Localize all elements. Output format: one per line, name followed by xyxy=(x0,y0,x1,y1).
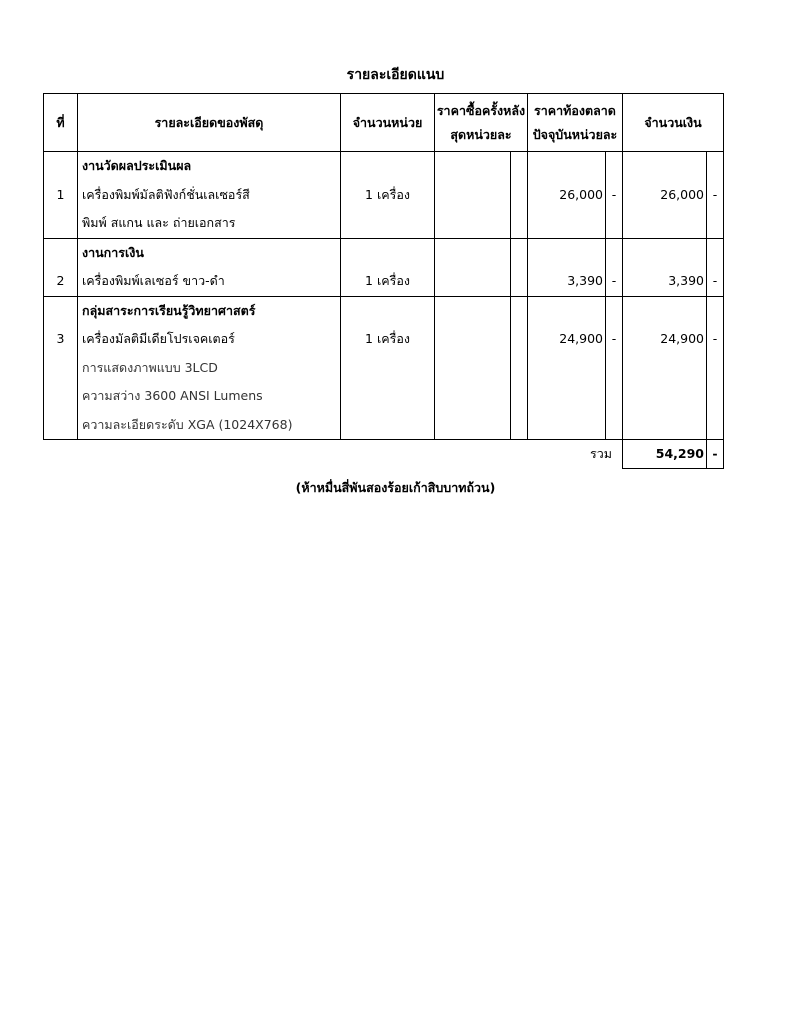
row-number: 2 xyxy=(56,273,65,288)
market-price-cell: 26,000 xyxy=(559,186,603,202)
amount-satang: - xyxy=(712,273,718,288)
header-quantity: จำนวนหน่วย xyxy=(341,94,435,152)
items-table xyxy=(43,93,724,469)
group-heading: งานวัดผลประเมินผล xyxy=(82,158,192,173)
header-description: รายละเอียดของพัสดุ xyxy=(78,94,341,152)
row-number: 1 xyxy=(56,186,65,202)
amount-cell: 24,900 xyxy=(660,331,704,346)
item-line: ความสว่าง 3600 ANSI Lumens xyxy=(82,388,263,403)
item-line: พิมพ์ สแกน และ ถ่ายเอกสาร xyxy=(82,215,236,230)
amount-in-words: (ห้าหมื่นสี่พันสองร้อยเก้าสิบบาทถ้วน) xyxy=(295,480,496,495)
quantity-cell: 1 เครื่อง xyxy=(365,273,410,288)
item-line: ความละเอียดระดับ XGA (1024X768) xyxy=(82,416,293,432)
group-heading: งานการเงิน xyxy=(82,244,144,260)
market-price-cell: 3,390 xyxy=(567,273,603,288)
item-line: การแสดงภาพแบบ 3LCD xyxy=(82,359,218,375)
document-title: รายละเอียดแนบ xyxy=(346,67,445,83)
table-row xyxy=(44,296,724,440)
header-amount: จำนวนเงิน xyxy=(623,94,724,152)
quantity-cell: 1 เครื่อง xyxy=(365,331,410,346)
quantity-cell: 1 เครื่อง xyxy=(365,186,410,202)
market-price-satang: - xyxy=(611,331,617,346)
header-no: ที่ xyxy=(44,94,78,152)
amount-cell: 3,390 xyxy=(668,273,704,288)
total-value: 54,290 xyxy=(623,440,707,469)
total-row xyxy=(44,440,724,469)
item-line: เครื่องพิมพ์เลเซอร์ ขาว-ดำ xyxy=(82,273,225,288)
market-price-satang: - xyxy=(611,273,617,288)
table-row xyxy=(44,238,724,296)
amount-satang: - xyxy=(712,186,718,202)
table-header-row xyxy=(44,94,724,152)
market-price-satang: - xyxy=(611,186,617,202)
item-line: เครื่องพิมพ์มัลติฟังก์ชั่นเลเซอร์สี xyxy=(82,186,250,202)
item-line: เครื่องมัลติมีเดียโปรเจคเตอร์ xyxy=(82,331,235,346)
total-label: รวม xyxy=(590,446,612,462)
total-satang: - xyxy=(707,440,724,469)
amount-satang: - xyxy=(712,331,718,346)
header-market-price: ราคาท้องตลาดปัจจุบันหน่วยละ xyxy=(528,94,623,152)
table-row xyxy=(44,152,724,239)
market-price-cell: 24,900 xyxy=(559,331,603,346)
amount-cell: 26,000 xyxy=(660,186,704,202)
group-heading: กลุ่มสาระการเรียนรู้วิทยาศาสตร์ xyxy=(82,302,256,318)
header-last-price: ราคาซื้อครั้งหลังสุดหน่วยละ xyxy=(435,94,528,152)
row-number: 3 xyxy=(56,331,65,346)
